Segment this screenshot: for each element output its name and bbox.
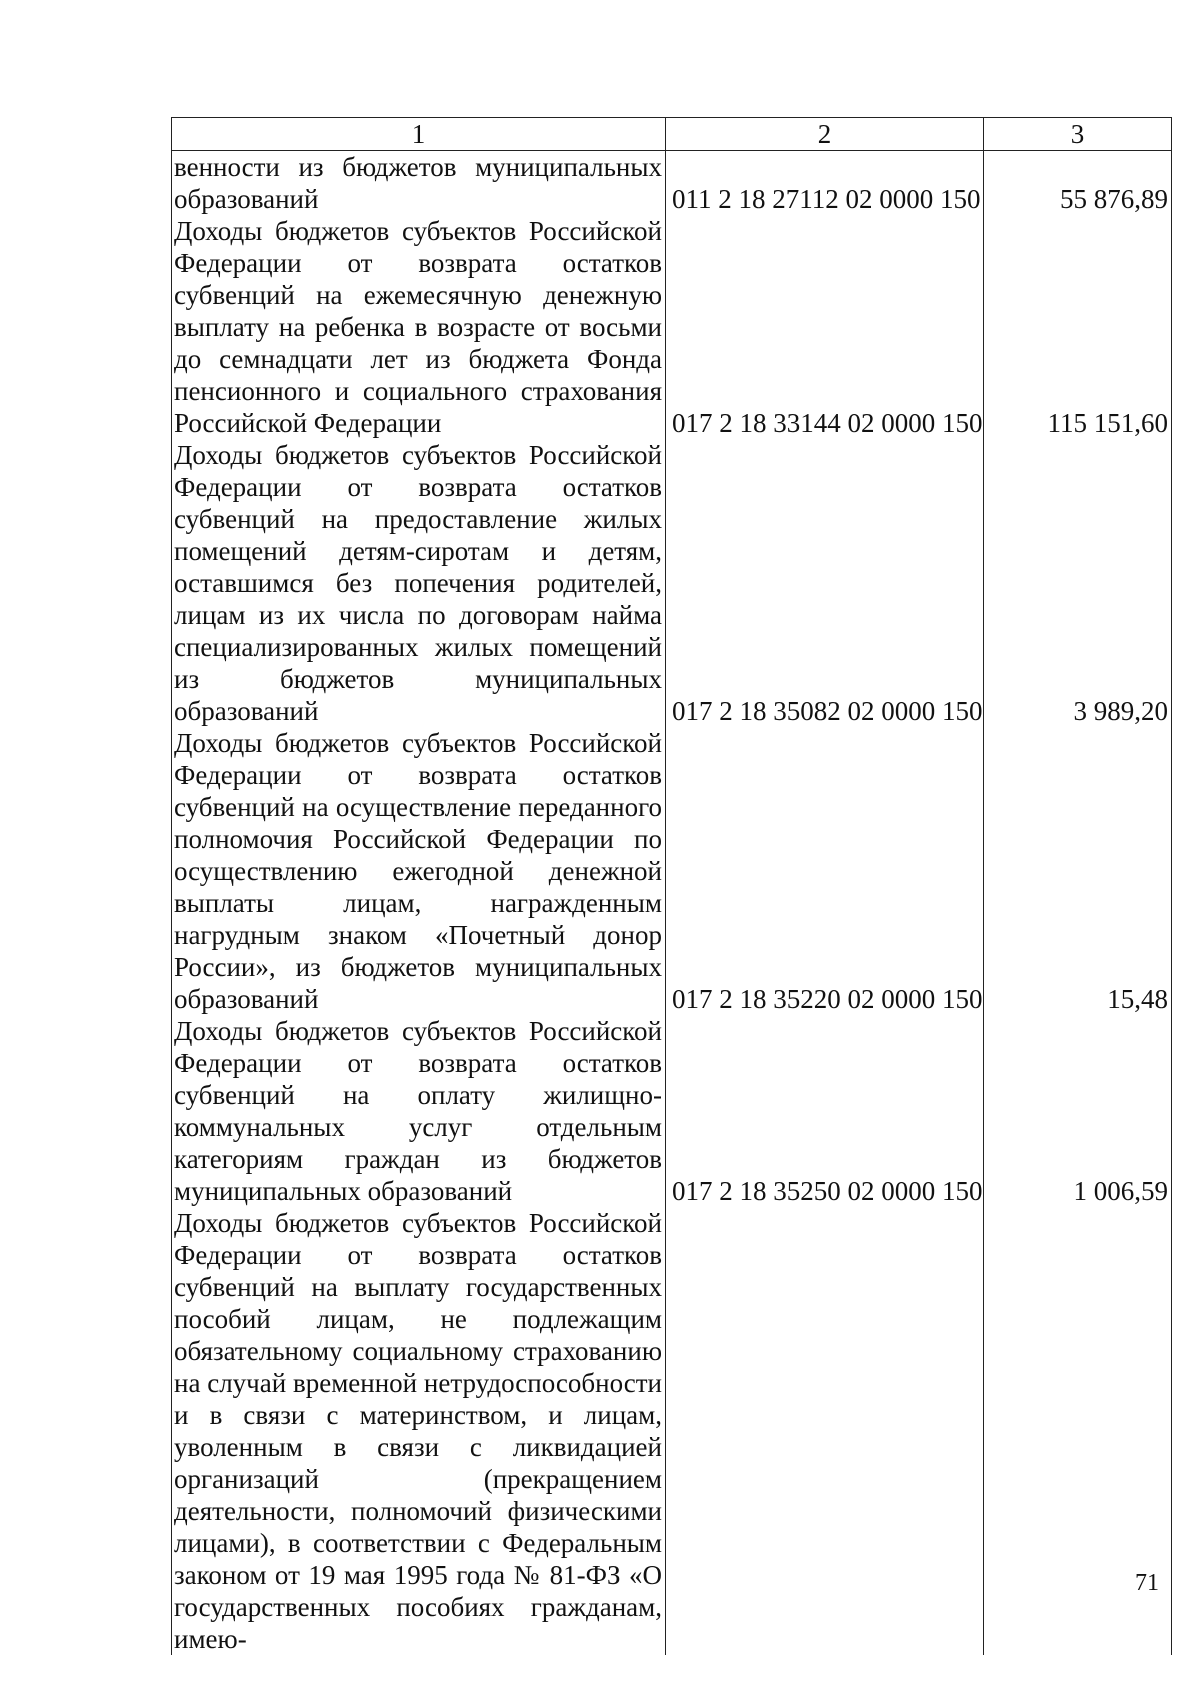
- budget-classification-code: 017 2 18 35082 02 0000 150: [666, 439, 984, 727]
- budget-classification-code: 017 2 18 35250 02 0000 150: [666, 1015, 984, 1207]
- revenue-description: Доходы бюджетов субъектов Российской Федерации от возврата остатков субвенций на оплату жилищно-коммунальных услуг отдельным категориям граждан из бюджетов муниципальных образований: [172, 1015, 666, 1207]
- revenue-description: Доходы бюджетов субъектов Российской Федерации от возврата остатков субвенций на предоставление жилых помещений детям-сиротам и детям, оставшимся без попечения родителей, лицам из их числа по договорам найма специализированных жилых помещений из бюджетов муниципальных образований: [172, 439, 666, 727]
- table-row: [172, 215, 1172, 439]
- budget-classification-code: 011 2 18 27112 02 0000 150: [666, 151, 984, 216]
- table-row: [172, 1015, 1172, 1207]
- column-header-2: 2: [666, 118, 984, 151]
- revenue-description: Доходы бюджетов субъектов Российской Федерации от возврата остатков субвенций на ежемесячную денежную выплату на ребенка в возрасте от восьми до семнадцати лет из бюджета Фонда пенсионного и социального страхования Российской Федерации: [172, 215, 666, 439]
- column-header-1: 1: [172, 118, 666, 151]
- amount-value: 3 989,20: [984, 439, 1172, 727]
- budget-revenue-table: [171, 117, 1172, 1655]
- revenue-description: Доходы бюджетов субъектов Российской Федерации от возврата остатков субвенций на выплату государственных пособий лицам, не подлежащим обязательному социальному страхованию на случай временной нетрудоспособности и в связи с материнством, и лицам, уволенным в связи с ликвидацией организаций (прекращением деятельности, полномочий физическими лицами), в соответствии с Федеральным законом от 19 мая 1995 года № 81-ФЗ «О государственных пособиях гражданам, имею-: [172, 1207, 666, 1655]
- column-header-3: 3: [984, 118, 1172, 151]
- table-header-row: [172, 118, 1172, 151]
- table-row: [172, 151, 1172, 216]
- revenue-description: Доходы бюджетов субъектов Российской Федерации от возврата остатков субвенций на осуществление переданного полномочия Российской Федерации по осуществлению ежегодной денежной выплаты лицам, награжденным нагрудным знаком «Почетный донор России», из бюджетов муниципальных образований: [172, 727, 666, 1015]
- budget-classification-code: 017 2 18 35220 02 0000 150: [666, 727, 984, 1015]
- table-row: [172, 727, 1172, 1015]
- table-row: [172, 1207, 1172, 1655]
- amount-value: 1 006,59: [984, 1015, 1172, 1207]
- table-row: [172, 439, 1172, 727]
- amount-value: 115 151,60: [984, 215, 1172, 439]
- page-number: 71: [1135, 1570, 1159, 1596]
- amount-value: 15,48: [984, 727, 1172, 1015]
- revenue-description: венности из бюджетов муниципальных образований: [172, 151, 666, 216]
- budget-classification-code: 017 2 18 33144 02 0000 150: [666, 215, 984, 439]
- budget-classification-code: [666, 1207, 984, 1655]
- amount-value: 55 876,89: [984, 151, 1172, 216]
